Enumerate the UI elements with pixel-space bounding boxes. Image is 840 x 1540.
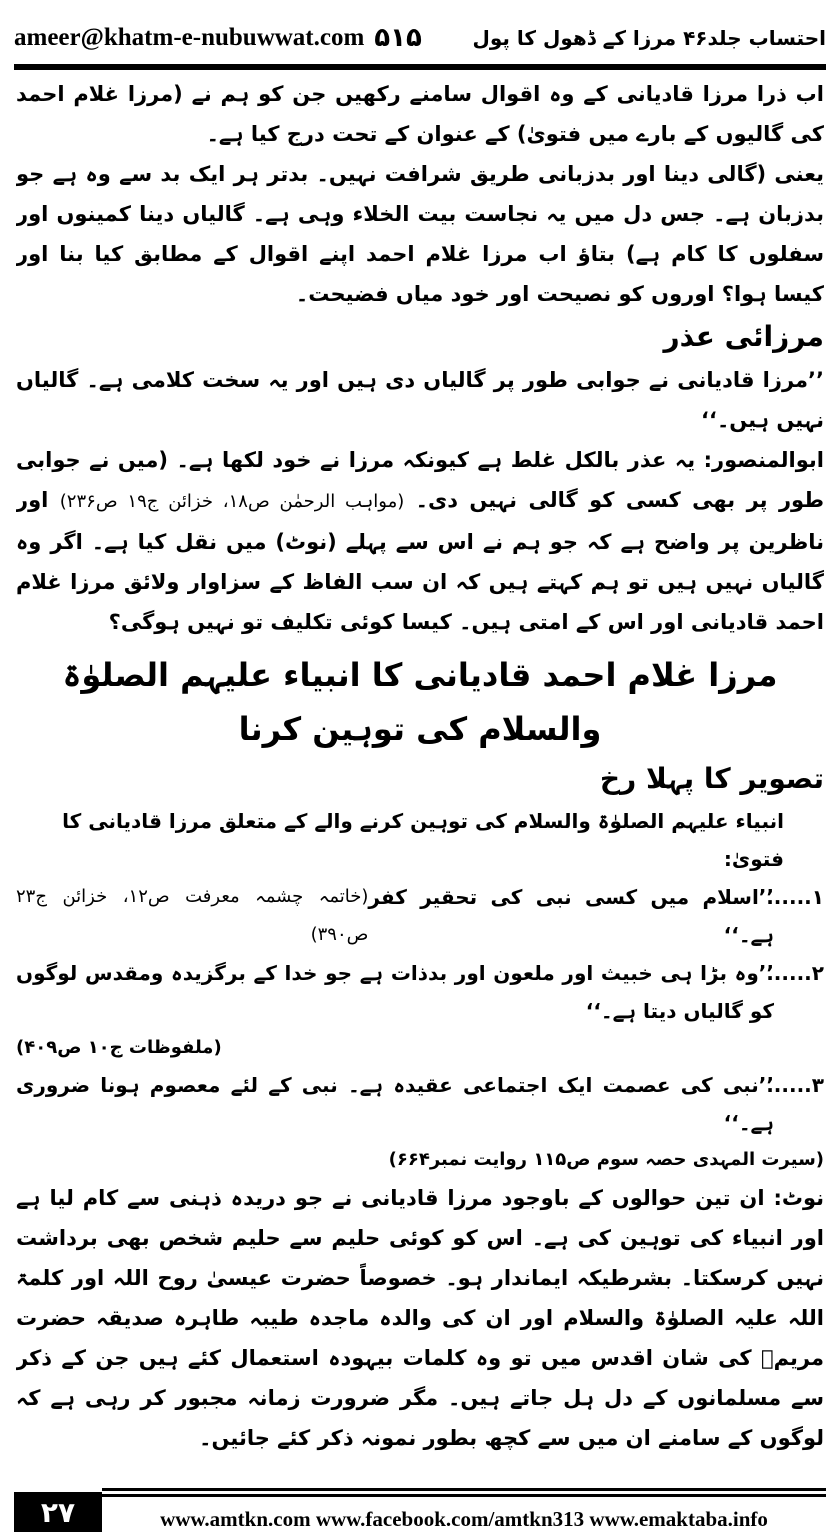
- main-heading: مرزا غلام احمد قادیانی کا انبیاء علیہم الصلوٰۃ والسلام کی توہین کرنا: [62, 656, 778, 748]
- list-item-3-reference: (سیرت المہدی حصہ سوم ص۱۱۵ روایت نمبر۶۶۴): [388, 1149, 824, 1170]
- paragraph-4: [16, 440, 824, 642]
- list-item-1-reference: (خاتمہ چشمہ معرفت ص۱۲، خزائن ج۲۳ ص۳۹۰): [16, 886, 369, 945]
- header-rule: [14, 64, 826, 70]
- note-paragraph: نوٹ: ان تین حوالوں کے باوجود مرزا قادیانی نے جو دریدہ ذہنی سے کام لیا ہے اور انبیاء کی توہین کی ہے۔ اس کو کوئی حلیم سے حلیم شخص بھی برداشت نہیں کرسکتا۔ بشرطیکہ ایماندار ہو۔ خصوصاً حضرت عیسیٰ روح اللہ اور کلمۃ اللہ علیہ الصلوٰۃ والسلام اور ان کی والدہ ماجدہ طیبہ طاہرہ صدیقہ حضرت مریمؑ کی شان اقدس میں تو وہ کلمات بیہودہ استعمال کئے ہیں جن کے ذکر سے مسلمانوں کے دل ہل جاتے ہیں۔ مگر ضرورت زمانہ مجبور کر رہی ہے کہ لوگوں کے سامنے ان میں سے کچھ بطور نمونہ ذکر کئے جائیں۔: [16, 1186, 824, 1450]
- footer-page-badge: ۲۷: [14, 1492, 102, 1532]
- list-item-3: [16, 1066, 824, 1142]
- page-header: [14, 16, 826, 60]
- paragraph-4-start: ابوالمنصور: یہ عذر بالکل غلط ہے کیونکہ مرزا نے خود لکھا ہے۔ (میں نے جوابی طور پر بھی کسی کو گالی نہیں دی۔: [16, 448, 824, 512]
- paragraph-1: اب ذرا مرزا قادیانی کے وہ اقوال سامنے رکھیں جن کو ہم نے (مرزا غلام احمد کی گالیوں کے بارے میں فتویٰ) کے عنوان کے تحت درج کیا ہے۔: [16, 82, 824, 146]
- footer-rule: [102, 1494, 826, 1497]
- footer-rules: [102, 1488, 826, 1500]
- list-item-2-number: ۲......: [766, 961, 824, 985]
- page-content: [16, 74, 824, 1464]
- header-email[interactable]: ameer@khatm-e-nubuwwat.com: [14, 24, 365, 51]
- list-item-3-text: ’’نبی کی عصمت ایک اجتماعی عقیدہ ہے۔ نبی کے لئے معصوم ہونا ضروری ہے۔‘‘: [16, 1073, 774, 1135]
- paragraph-4-end: اور ناظرین پر واضح ہے کہ جو ہم نے اس سے پہلے (نوٹ) میں نقل کیا ہے۔ اگر وہ گالیاں نہیں ہیں تو ہم کہتے ہیں کہ ان سب الفاظ کے سزاوار ولائق مرزا غلام احمد قادیانی اور اس کے امتی ہیں۔ کیسا کوئی تکلیف تو نہیں ہوگی؟: [16, 488, 824, 634]
- header-page-number: ۵۱۵: [374, 23, 422, 53]
- list-item-1-text: ’’اسلام میں کسی نبی کی تحقیر کفر ہے۔‘‘: [368, 885, 774, 947]
- list-item-1-number: ۱......: [766, 885, 824, 909]
- paragraph-2: یعنی (گالی دینا اور بدزبانی طریق شرافت نہیں۔ بدتر ہر ایک بد سے وہ ہے جو بدزبان ہے۔ جس دل میں یہ نجاست بیت الخلاء وہی ہے۔ گالیاں دینا کمینوں اور سفلوں کا کام ہے) بتاؤ اب مرزا غلام احمد اپنے اقوال کے مطابق کیا بنا اور کیسا ہوا؟ اوروں کو نصیحت اور خود میاں فضیحت۔: [16, 162, 824, 306]
- header-left: [14, 23, 422, 53]
- paragraph-4-reference: (مواہب الرحمٰن ص۱۸، خزائن ج۱۹ ص۲۳۶): [59, 491, 405, 512]
- list-item-2-text: ’’وہ بڑا ہی خبیث اور ملعون اور بدذات ہے جو خدا کے برگزیدہ ومقدس لوگوں کو گالیاں دیتا ہے۔‘‘: [16, 961, 774, 1023]
- list-item-2: [16, 954, 824, 1030]
- fatwa-intro: انبیاء علیہم الصلوٰۃ والسلام کی توہین کرنے والے کے متعلق مرزا قادیانی کا فتویٰ:: [62, 809, 784, 871]
- footer-rule: [102, 1488, 826, 1491]
- list-item-2-reference: (ملفوظات ج۱۰ ص۴۰۹): [16, 1037, 222, 1058]
- heading-first-side: تصویر کا پہلا رخ: [599, 762, 824, 795]
- paragraph-3: ’’مرزا قادیانی نے جوابی طور پر گالیاں دی ہیں اور یہ سخت کلامی ہے۔ گالیاں نہیں ہیں۔‘‘: [16, 368, 824, 432]
- footer-links[interactable]: www.amtkn.com www.facebook.com/amtkn313 www.emaktaba.info: [160, 1507, 768, 1531]
- page-footer: [14, 1488, 826, 1532]
- footer-links-area: [102, 1488, 826, 1532]
- list-item-3-number: ۳......: [766, 1073, 824, 1097]
- list-item-1: [16, 878, 824, 954]
- header-book-title: احتساب جلد۴۶ مرزا کے ڈھول کا پول: [472, 26, 826, 50]
- heading-mirzai-uzr: مرزائی عذر: [663, 320, 824, 353]
